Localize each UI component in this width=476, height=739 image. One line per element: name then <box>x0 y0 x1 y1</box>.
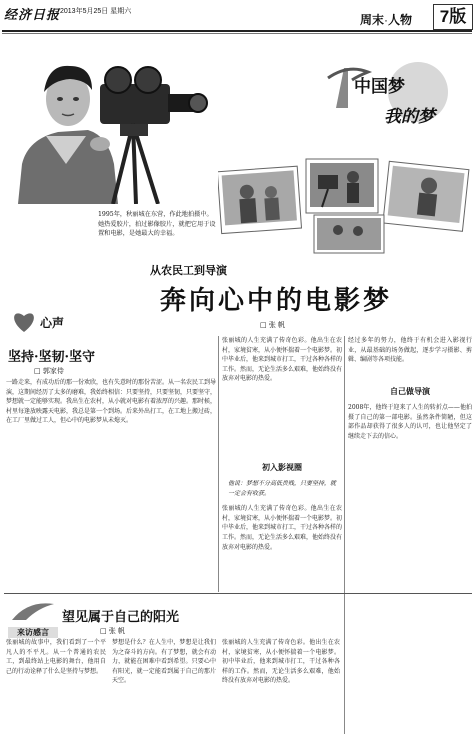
newspaper-logo: 经济日报 <box>4 8 61 23</box>
voice-logo <box>10 306 80 336</box>
voice-logo-text: 心声 <box>40 316 65 330</box>
photo-collage <box>218 155 472 255</box>
section-dot: · <box>384 13 389 27</box>
bottom-body-col3: 张丽城的人生充满了传奇色彩。他出生在农村，家境贫寒，从小便怀揣着一个电影梦。初中毕业后，他来到城市打工，干过各种各样的工作。然而，无论生活多么艰难，他始终没有放弃对电影的热爱。 <box>222 639 340 685</box>
section-sub: 人物 <box>388 13 413 27</box>
collage-photo-1 <box>218 166 302 233</box>
article-subtitle: 从农民工到导演 <box>150 264 227 277</box>
middle-quote: 他说：梦想不分高低贵贱，只要坚持，就一定会有收获。 <box>228 480 337 497</box>
portrait-photo <box>8 44 213 204</box>
article-author: □ 张 帆 <box>260 321 286 329</box>
right-column <box>348 336 472 733</box>
section-head-entry: 初入影视圈 <box>262 462 302 472</box>
collage-photo-3 <box>383 161 469 231</box>
right-body: 2008年，他终于迎来了人生的转折点——他拍摄了自己的第一部电影。虽然条件简陋，但这部作品却获得了很多人的认可，也让他坚定了继续走下去的信心。 <box>348 404 472 440</box>
visit-logo <box>8 600 58 636</box>
middle-body: 张丽城的人生充满了传奇色彩。他出生在农村，家境贫寒，从小便怀揣着一个电影梦。初中毕业后，他来到城市打工，干过各种各样的工作。然而，无论生活多么艰难，他始终没有放弃对电影的热爱。 <box>222 337 342 383</box>
photo-caption: 1995年，秋丽城在东营，作此地拍摄中。她热爱胶片，拍过影像胶片，就把它用于设置和电影，是她最大的幸福。 <box>98 211 216 238</box>
bottom-body-col1: 张丽城的故事中，我们看到了一个平凡人的不平凡。从一个普通的农民工，到最终站上电影的舞台，他用自己的行动诠释了什么是坚持与梦想。 <box>6 639 106 675</box>
column-divider <box>344 336 345 734</box>
issue-date: 2013年5月25日 星期六 <box>60 8 132 15</box>
section-label <box>360 11 412 28</box>
section-name: 周末 <box>360 13 385 27</box>
china-dream-banner <box>318 58 458 143</box>
feather-icon <box>8 600 58 622</box>
column-divider <box>218 336 219 592</box>
page-number: 7版 <box>433 4 473 30</box>
collage-photo-4 <box>314 215 384 253</box>
section-head-director: 自己做导演 <box>390 386 430 396</box>
left-article-author: □ 郭家侍 <box>34 367 64 375</box>
header-rule-thin <box>2 33 472 34</box>
bottom-body-col2: 梦想是什么？在人生中，梦想是让我们为之奋斗的方向。有了梦想，就会有动力，就能在困难中看到希望。只要心中有阳光，就一定能看到属于自己的那片天空。 <box>112 639 216 685</box>
left-article-body: 一路走来，有成功后的那一份欢欣，也有失意时的那份苦涩。从一名农民工到导演，这期间经历了太多的磨难，我始终相信：只要坚持，只要坚韧，只要坚守，梦想就一定能够实现。我出生在农村，从小就对电影有着浓厚的兴趣。那时候，村里每逢放映露天电影，我总是第一个到场。后来外出打工，在工地上搬过砖，在工厂里做过工人，但心中的电影梦从未熄灭。 <box>6 379 216 425</box>
bottom-rule <box>4 593 472 594</box>
bottom-article-title: 望见属于自己的阳光 <box>62 610 180 625</box>
visit-logo-text: 来访感言 <box>8 627 58 638</box>
right-body-top: 经过多年的努力，他终于有机会进入影视行业，从最基础的场务做起，逐步学习摄影、剪辑、编剧等各项技能。 <box>348 337 472 364</box>
collage-photo-2 <box>306 159 378 213</box>
left-article-title: 坚持·坚韧·坚守 <box>8 350 96 365</box>
header-rule <box>2 30 472 32</box>
bottom-article-author: □ 张 帆 <box>100 627 126 635</box>
middle-body-cont: 张丽城的人生充满了传奇色彩。他出生在农村，家境贫寒，从小便怀揣着一个电影梦。初中毕业后，他来到城市打工，干过各种各样的工作。然而，无论生活多么艰难，他始终没有放弃对电影的热爱。 <box>222 505 342 551</box>
banner-line1: 中国梦 <box>354 77 405 97</box>
banner-line2: 我的梦 <box>384 107 435 127</box>
article-title: 奔向心中的电影梦 <box>160 286 393 316</box>
